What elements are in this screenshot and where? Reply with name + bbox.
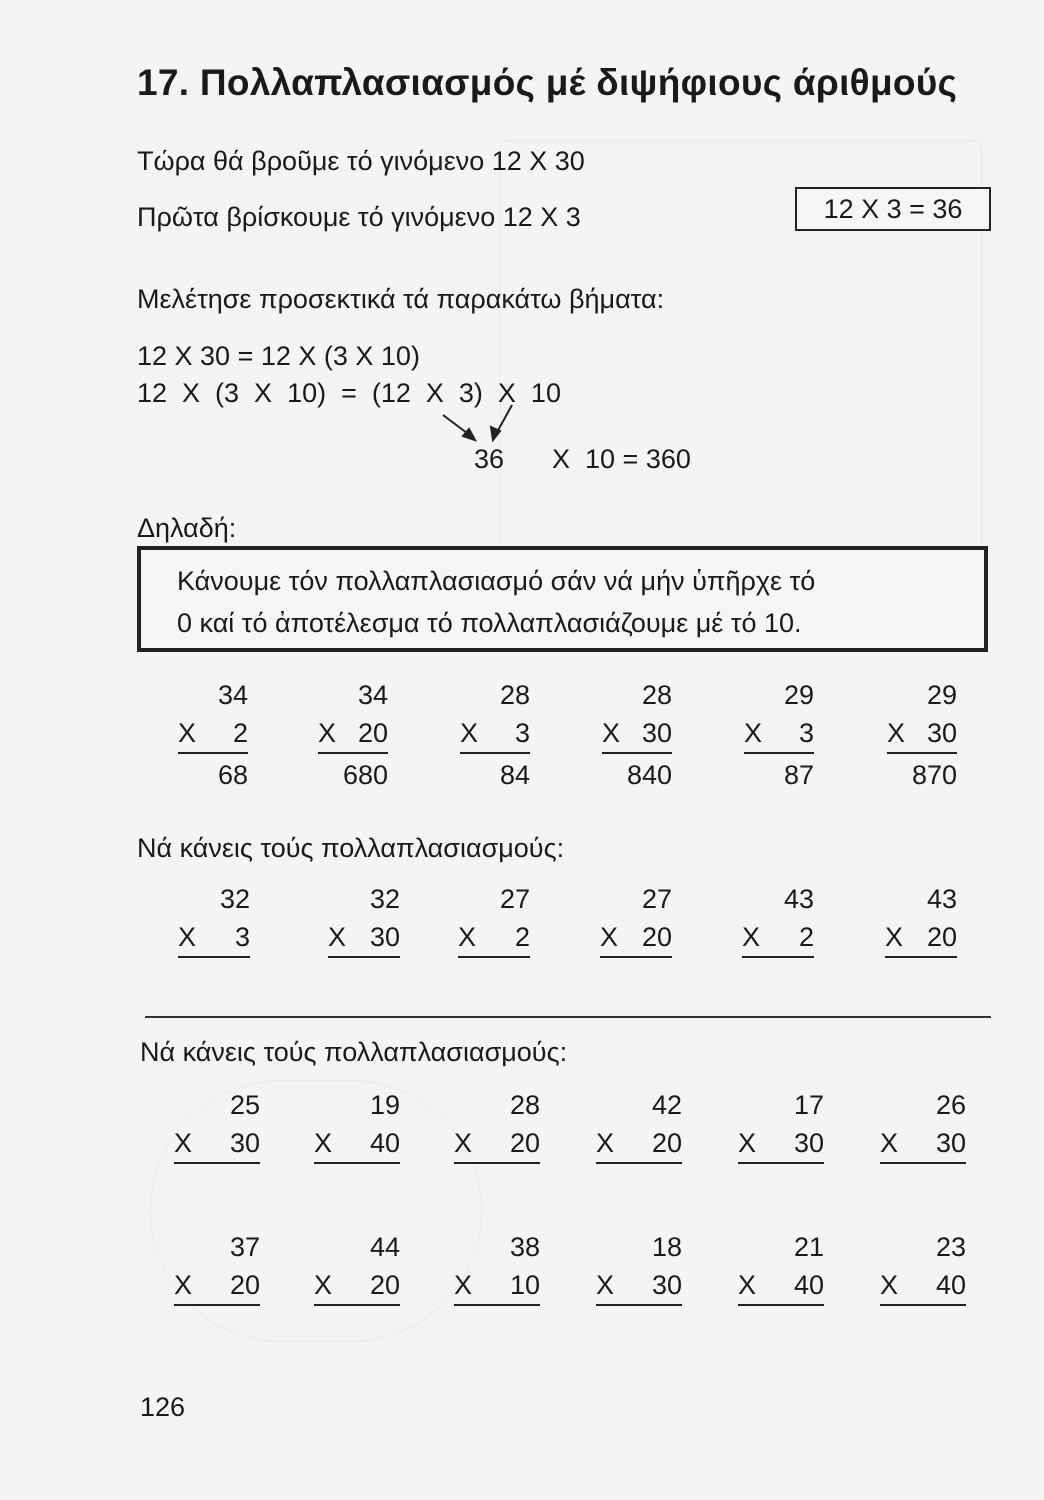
multiplicand: 19 (369, 1090, 400, 1120)
step-line-2: 12 Χ (3 Χ 10) = (12 Χ 3) Χ 10 (137, 378, 561, 408)
intro-line-2: Πρῶτα βρίσκουμε τό γινόμενο 12 Χ 3 (137, 202, 581, 232)
times-sign: Χ (738, 1128, 757, 1158)
multiplier: 30 (641, 718, 672, 748)
practice-problem (596, 1228, 682, 1306)
multiplicand: 21 (793, 1232, 824, 1262)
multiplicand: 25 (229, 1090, 260, 1120)
multiplier-row (880, 1124, 966, 1164)
multiplicand: 38 (509, 1232, 540, 1262)
multiplicand: 28 (641, 680, 672, 710)
times-sign: Χ (887, 718, 906, 748)
multiplicand: 27 (499, 884, 530, 914)
multiplier-row (600, 918, 672, 958)
multiplicand: 37 (229, 1232, 260, 1262)
practice-problem (314, 1228, 400, 1306)
solved-problem (744, 676, 814, 794)
times-sign: Χ (742, 922, 761, 952)
multiplier-row (178, 918, 250, 958)
times-sign: Χ (328, 922, 347, 952)
times-sign: Χ (174, 1270, 193, 1300)
exercise1-heading: Νά κάνεις τούς πολλαπλασιασμούς: (137, 833, 565, 863)
multiplier-row (887, 714, 957, 754)
practice-problem (742, 880, 814, 958)
practice-problem (174, 1086, 260, 1164)
multiplicand: 43 (783, 884, 814, 914)
times-sign: Χ (602, 718, 621, 748)
times-sign: Χ (454, 1270, 473, 1300)
times-sign: Χ (885, 922, 904, 952)
multiplier-row (885, 918, 957, 958)
section-divider (145, 1016, 991, 1018)
multiplier: 20 (641, 922, 672, 952)
multiplier: 30 (229, 1128, 260, 1158)
multiplier: 30 (793, 1128, 824, 1158)
times-sign: Χ (596, 1270, 615, 1300)
multiplier: 3 (234, 922, 250, 952)
times-sign: Χ (178, 922, 197, 952)
practice-problem (600, 880, 672, 958)
product: 870 (911, 760, 957, 790)
intro-line-1: Τώρα θά βροῦμε τό γινόμενο 12 Χ 30 (137, 146, 585, 176)
multiplicand: 28 (509, 1090, 540, 1120)
times-sign: Χ (314, 1128, 333, 1158)
times-sign: Χ (738, 1270, 757, 1300)
rule-heading: Δηλαδή: (137, 513, 237, 543)
times-sign: Χ (880, 1128, 899, 1158)
multiplicand: 28 (499, 680, 530, 710)
multiplier: 20 (357, 718, 388, 748)
page-title: 17. Πολλαπλασιασμός μέ διψήφιους άριθμούς (137, 62, 958, 103)
rule-line-2: 0 καί τό ἀποτέλεσμα τό πολλαπλασιάζουμε μέ τό 10. (177, 608, 802, 638)
multiplicand: 34 (217, 680, 248, 710)
solved-problem (602, 676, 672, 794)
multiplier: 3 (514, 718, 530, 748)
multiplier-row (880, 1266, 966, 1306)
times-sign: Χ (178, 718, 197, 748)
practice-problem (178, 880, 250, 958)
multiplicand: 18 (651, 1232, 682, 1262)
multiplicand: 34 (357, 680, 388, 710)
times-sign: Χ (454, 1128, 473, 1158)
rule-box (137, 546, 988, 652)
multiplicand: 29 (926, 680, 957, 710)
step-line-3-left: 36 (474, 444, 505, 474)
practice-problem (458, 880, 530, 958)
step-line-3-right: Χ 10 = 360 (552, 444, 691, 474)
product-result-box: 12 Χ 3 = 36 (795, 187, 991, 231)
solved-problem (318, 676, 388, 794)
product: 68 (217, 760, 248, 790)
practice-problem (596, 1086, 682, 1164)
multiplier: 40 (369, 1128, 400, 1158)
solved-problem (178, 676, 248, 794)
multiplier-row (602, 714, 672, 754)
multiplier: 20 (369, 1270, 400, 1300)
multiplier-row (174, 1266, 260, 1306)
multiplier-row (174, 1124, 260, 1164)
multiplier-row (596, 1266, 682, 1306)
times-sign: Χ (744, 718, 763, 748)
multiplicand: 23 (935, 1232, 966, 1262)
practice-problem (454, 1086, 540, 1164)
times-sign: Χ (174, 1128, 193, 1158)
multiplicand: 26 (935, 1090, 966, 1120)
product: 840 (626, 760, 672, 790)
multiplier: 40 (935, 1270, 966, 1300)
times-sign: Χ (880, 1270, 899, 1300)
times-sign: Χ (600, 922, 619, 952)
multiplier: 3 (798, 718, 814, 748)
multiplier-row (458, 918, 530, 958)
times-sign: Χ (314, 1270, 333, 1300)
rule-line-1: Κάνουμε τόν πολλαπλασιασμό σάν νά μήν ὑπῆρχε τό (177, 566, 816, 596)
times-sign: Χ (596, 1128, 615, 1158)
multiplier-row (314, 1124, 400, 1164)
multiplier: 10 (509, 1270, 540, 1300)
multiplier: 20 (509, 1128, 540, 1158)
multiplicand: 32 (369, 884, 400, 914)
multiplier-row (460, 714, 530, 754)
multiplier: 20 (651, 1128, 682, 1158)
multiplier: 2 (514, 922, 530, 952)
step-line-1: 12 Χ 30 = 12 Χ (3 Χ 10) (137, 341, 420, 371)
exercise2-heading: Νά κάνεις τούς πολλαπλασιασμούς: (140, 1037, 568, 1067)
product: 87 (783, 760, 814, 790)
product: 680 (342, 760, 388, 790)
multiplicand: 44 (369, 1232, 400, 1262)
multiplier: 2 (232, 718, 248, 748)
multiplicand: 29 (783, 680, 814, 710)
multiplier: 20 (926, 922, 957, 952)
practice-problem (738, 1086, 824, 1164)
multiplier: 40 (793, 1270, 824, 1300)
practice-problem (885, 880, 957, 958)
multiplier: 30 (369, 922, 400, 952)
multiplicand: 32 (219, 884, 250, 914)
multiplier: 30 (926, 718, 957, 748)
multiplicand: 27 (641, 884, 672, 914)
product: 84 (499, 760, 530, 790)
times-sign: Χ (460, 718, 479, 748)
multiplier: 30 (651, 1270, 682, 1300)
multiplier-row (454, 1266, 540, 1306)
practice-problem (174, 1228, 260, 1306)
practice-problem (880, 1086, 966, 1164)
times-sign: Χ (458, 922, 477, 952)
multiplier-row (742, 918, 814, 958)
practice-problem (738, 1228, 824, 1306)
multiplicand: 17 (793, 1090, 824, 1120)
practice-problem (880, 1228, 966, 1306)
multiplicand: 42 (651, 1090, 682, 1120)
multiplier-row (328, 918, 400, 958)
practice-problem (454, 1228, 540, 1306)
multiplier: 30 (935, 1128, 966, 1158)
practice-problem (328, 880, 400, 958)
multiplier-row (314, 1266, 400, 1306)
solved-problem (887, 676, 957, 794)
multiplier-row (738, 1266, 824, 1306)
steps-heading: Μελέτησε προσεκτικά τά παρακάτω βήματα: (137, 284, 665, 314)
solved-problem (460, 676, 530, 794)
multiplier-row (744, 714, 814, 754)
multiplier-row (178, 714, 248, 754)
multiplier-row (596, 1124, 682, 1164)
multiplier-row (318, 714, 388, 754)
multiplier: 2 (798, 922, 814, 952)
multiplier-row (738, 1124, 824, 1164)
practice-problem (314, 1086, 400, 1164)
multiplier: 20 (229, 1270, 260, 1300)
multiplicand: 43 (926, 884, 957, 914)
times-sign: Χ (318, 718, 337, 748)
multiplier-row (454, 1124, 540, 1164)
page-number: 126 (140, 1392, 186, 1422)
